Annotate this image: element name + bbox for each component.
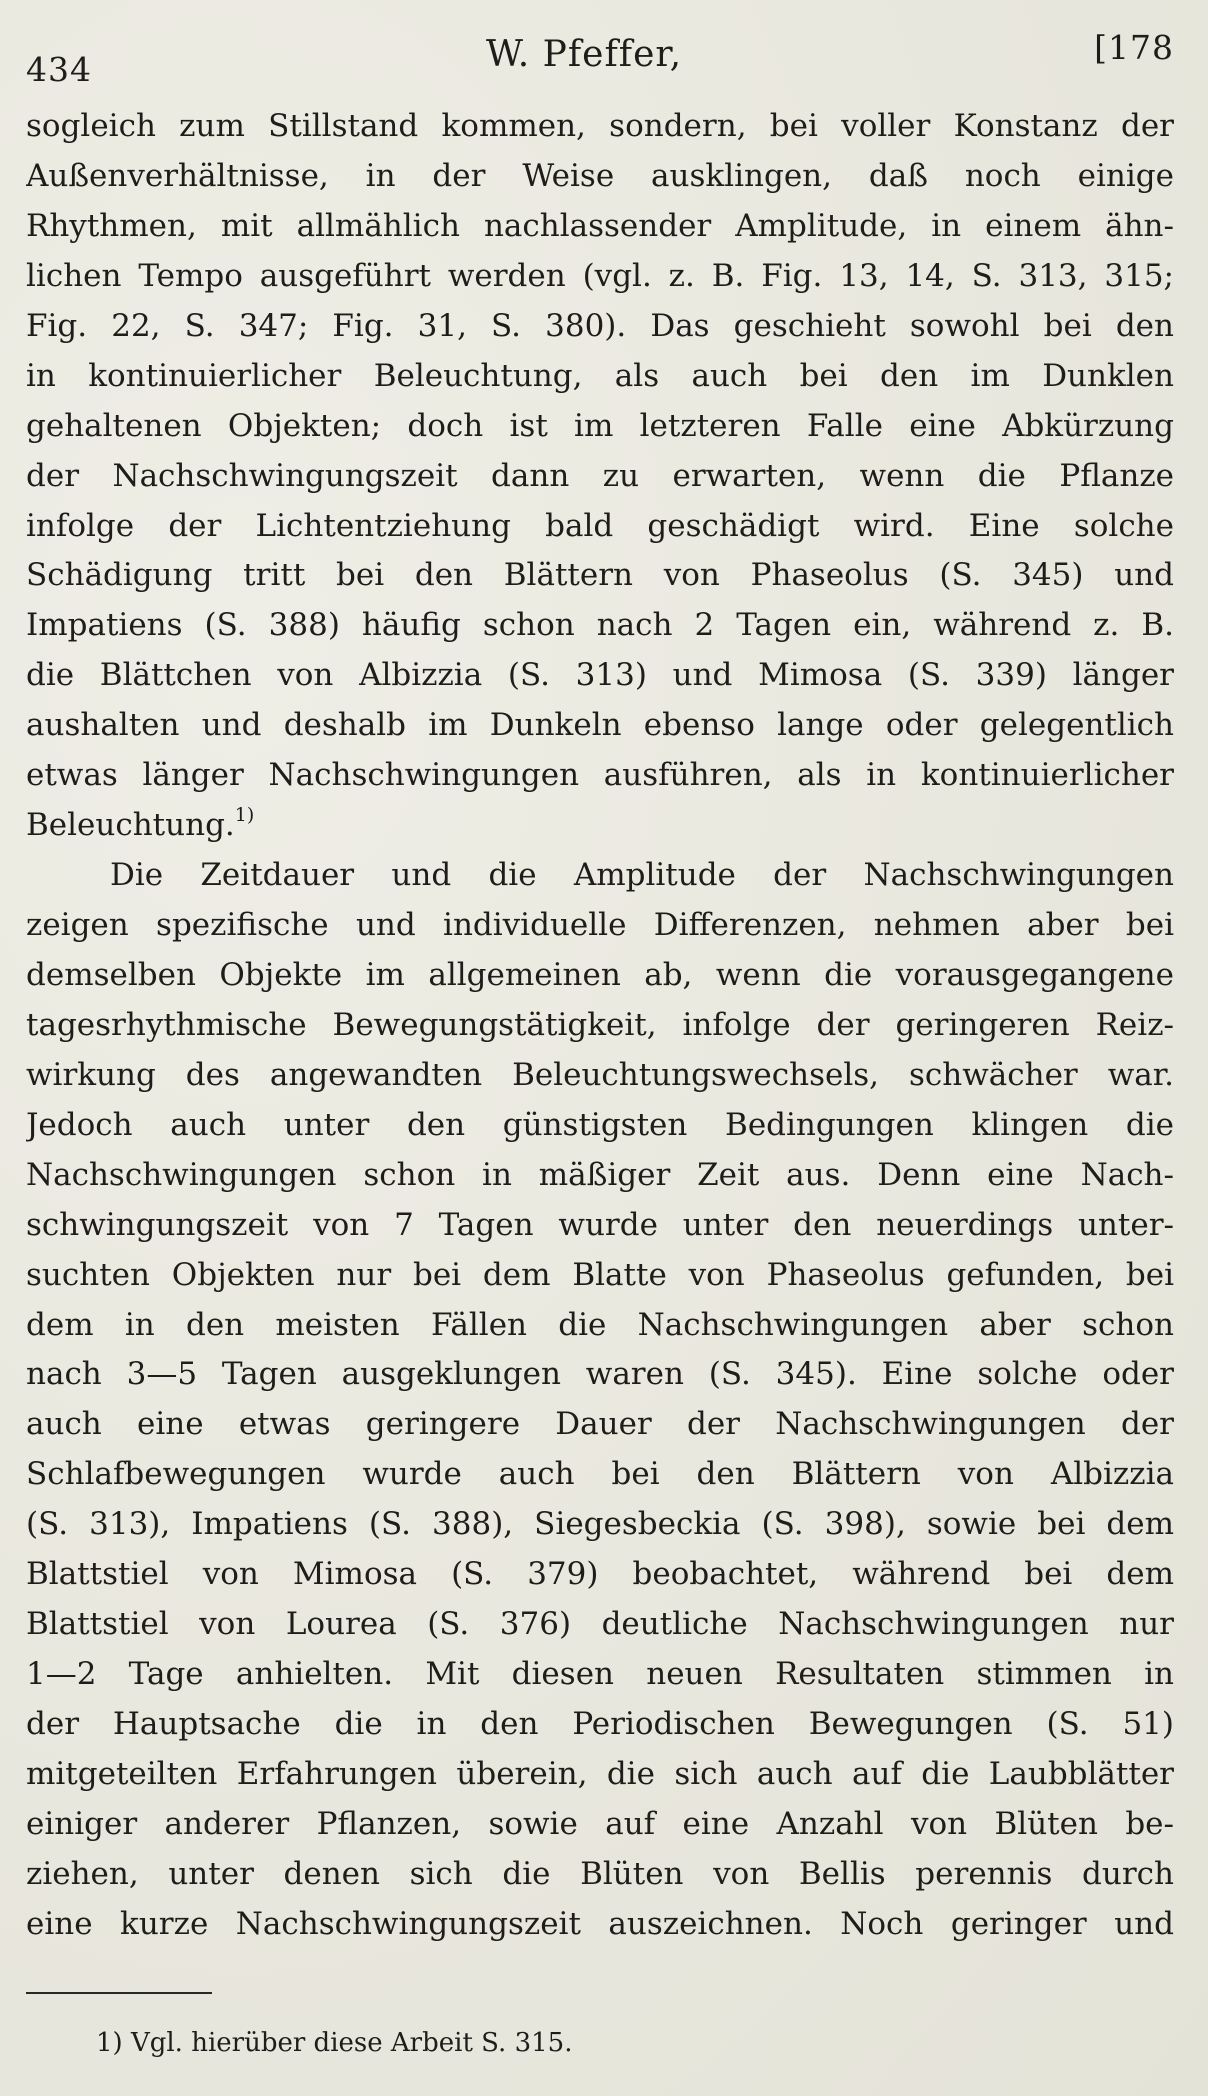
text-line: dem in den meisten Fällen die Nachschwingungen aber schon bbox=[26, 1306, 1174, 1343]
text-line: schwingungszeit von 7 Tagen wurde unter den neuerdings unter- bbox=[26, 1206, 1174, 1243]
text-line: der Nachschwingungszeit dann zu erwarten, wenn die Pflanze bbox=[26, 457, 1174, 494]
text-line: der Hauptsache die in den Periodischen Bewegungen (S. 51) bbox=[26, 1706, 1174, 1742]
text-line: Nachschwingungen schon in mäßiger Zeit aus. Denn eine Nach- bbox=[26, 1156, 1174, 1193]
text-line: zeigen spezifische und individuelle Differenzen, nehmen aber bei bbox=[26, 907, 1174, 943]
original-page-number: [178 bbox=[1094, 28, 1174, 67]
text-line: Schädigung tritt bei den Blättern von Phaseolus (S. 345) und bbox=[26, 557, 1174, 594]
text-line: tagesrhythmische Bewegungstätigkeit, infolge der geringeren Reiz- bbox=[26, 1006, 1174, 1043]
text-line: ziehen, unter denen sich die Blüten von Bellis perennis durch bbox=[26, 1855, 1174, 1892]
text-line: eine kurze Nachschwingungszeit auszeichnen. Noch geringer und bbox=[26, 1905, 1174, 1942]
running-head-author: W. Pfeffer, bbox=[486, 34, 683, 75]
text-line: nach 3—5 Tagen ausgeklungen waren (S. 345). Eine solche oder bbox=[26, 1356, 1174, 1393]
text-line: Rhythmen, mit allmählich nachlassender Amplitude, in einem ähn- bbox=[26, 207, 1174, 244]
text-line: einiger anderer Pflanzen, sowie auf eine Anzahl von Blüten be- bbox=[26, 1805, 1174, 1842]
text-line: Jedoch auch unter den günstigsten Bedingungen klingen die bbox=[26, 1106, 1174, 1143]
text-line: die Blättchen von Albizzia (S. 313) und Mimosa (S. 339) länger bbox=[26, 657, 1174, 694]
text-line: demselben Objekte im allgemeinen ab, wenn die vorausgegangene bbox=[26, 956, 1174, 993]
footnote: 1) Vgl. hierüber diese Arbeit S. 315. bbox=[96, 2028, 573, 2058]
text-line-paragraph-start: Die Zeitdauer und die Amplitude der Nachschwingungen bbox=[110, 857, 1174, 894]
text-line: wirkung des angewandten Beleuchtungswechsels, schwächer war. bbox=[26, 1056, 1174, 1093]
page-number: 434 bbox=[26, 50, 92, 89]
text-line: infolge der Lichtentziehung bald geschädigt wird. Eine solche bbox=[26, 507, 1174, 544]
text-line: in kontinuierlicher Beleuchtung, als auch bei den im Dunklen bbox=[26, 357, 1174, 394]
text-line-paragraph-end bbox=[26, 801, 1174, 851]
text-line: etwas länger Nachschwingungen ausführen, als in kontinuierlicher bbox=[26, 757, 1174, 794]
text-line: Blattstiel von Lourea (S. 376) deutliche Nachschwingungen nur bbox=[26, 1606, 1174, 1643]
text-line: (S. 313), Impatiens (S. 388), Siegesbeckia (S. 398), sowie bei dem bbox=[26, 1506, 1174, 1543]
body-text bbox=[26, 102, 1174, 1950]
text-line: Schlafbewegungen wurde auch bei den Blättern von Albizzia bbox=[26, 1456, 1174, 1493]
text-line-content: Beleuchtung. bbox=[26, 807, 235, 844]
text-line: sogleich zum Stillstand kommen, sondern, bei voller Konstanz der bbox=[26, 108, 1174, 144]
footnote-divider bbox=[26, 1992, 212, 1994]
text-line: aushalten und deshalb im Dunkeln ebenso lange oder gelegentlich bbox=[26, 707, 1174, 744]
text-line: Fig. 22, S. 347; Fig. 31, S. 380). Das geschieht sowohl bei den bbox=[26, 307, 1174, 344]
text-line: Außenverhältnisse, in der Weise ausklingen, daß noch einige bbox=[26, 157, 1174, 194]
text-line: mitgeteilten Erfahrungen überein, die sich auch auf die Laubblätter bbox=[26, 1755, 1174, 1792]
page-header bbox=[26, 28, 1174, 88]
text-line: Impatiens (S. 388) häufig schon nach 2 Tagen ein, während z. B. bbox=[26, 607, 1174, 644]
text-line: Blattstiel von Mimosa (S. 379) beobachtet, während bei dem bbox=[26, 1556, 1174, 1593]
text-line: gehaltenen Objekten; doch ist im letzteren Falle eine Abkürzung bbox=[26, 407, 1174, 444]
footnote-marker: 1) bbox=[234, 804, 255, 827]
text-line: 1—2 Tage anhielten. Mit diesen neuen Resultaten stimmen in bbox=[26, 1656, 1174, 1693]
text-line: auch eine etwas geringere Dauer der Nachschwingungen der bbox=[26, 1406, 1174, 1443]
text-line: suchten Objekten nur bei dem Blatte von Phaseolus gefunden, bei bbox=[26, 1256, 1174, 1293]
text-line: lichen Tempo ausgeführt werden (vgl. z. B. Fig. 13, 14, S. 313, 315; bbox=[26, 257, 1174, 294]
